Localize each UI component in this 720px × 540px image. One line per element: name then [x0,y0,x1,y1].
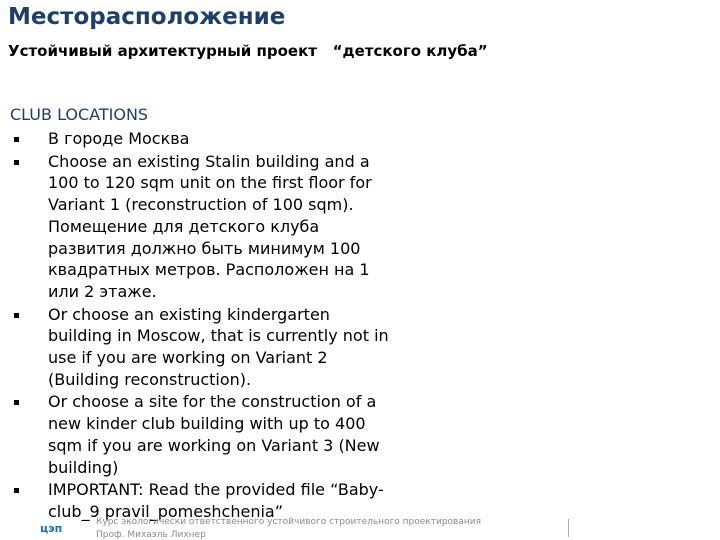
bullet-text: Or choose an existing kindergarten building in Moscow, that is currently not in use if you are working on Variant 2 (Building reconstruction). [48,304,389,389]
bullet-text: В городе Москва [48,129,190,148]
bullet-item [10,304,390,391]
bullet-item [10,128,390,150]
bullet-text: Choose an existing Stalin building and a 100 to 120 sqm unit on the first floor for Variant 1 (reconstruction of 100 sqm). Помещение для детского клуба развития должно быть минимум 100 квадратных метров. Расположен на 1 или 2 этаже. [48,151,372,301]
bullet-text: Or choose a site for the construction of a new kinder club building with up to 400 sqm if you are working on Variant 3 (New building) [48,392,380,477]
page-subtitle: Устойчивый архитектурный проект “детского клуба” [8,42,488,60]
section-title: CLUB LOCATIONS [10,105,149,124]
content-body [10,104,390,524]
bullet-item [10,151,390,303]
bullet-item [10,391,390,478]
bullet-square-icon [14,137,19,142]
page-title: Месторасположение [8,4,286,30]
bullet-square-icon [14,160,19,165]
bullet-square-icon [14,400,19,405]
footer-logo: цэп [40,522,63,535]
footer-divider [568,519,569,537]
footer-author: Проф. Михаэль Лихнер [96,530,206,540]
bullet-list [10,128,390,523]
footer-course-name: Курс экологически ответственного устойчивого строительного проектирования [96,517,482,527]
bullet-square-icon [14,488,19,493]
bullet-square-icon [14,313,19,318]
bullet-text: IMPORTANT: Read the provided file “Baby-club_9 pravil_pomeshchenia” [48,480,384,521]
